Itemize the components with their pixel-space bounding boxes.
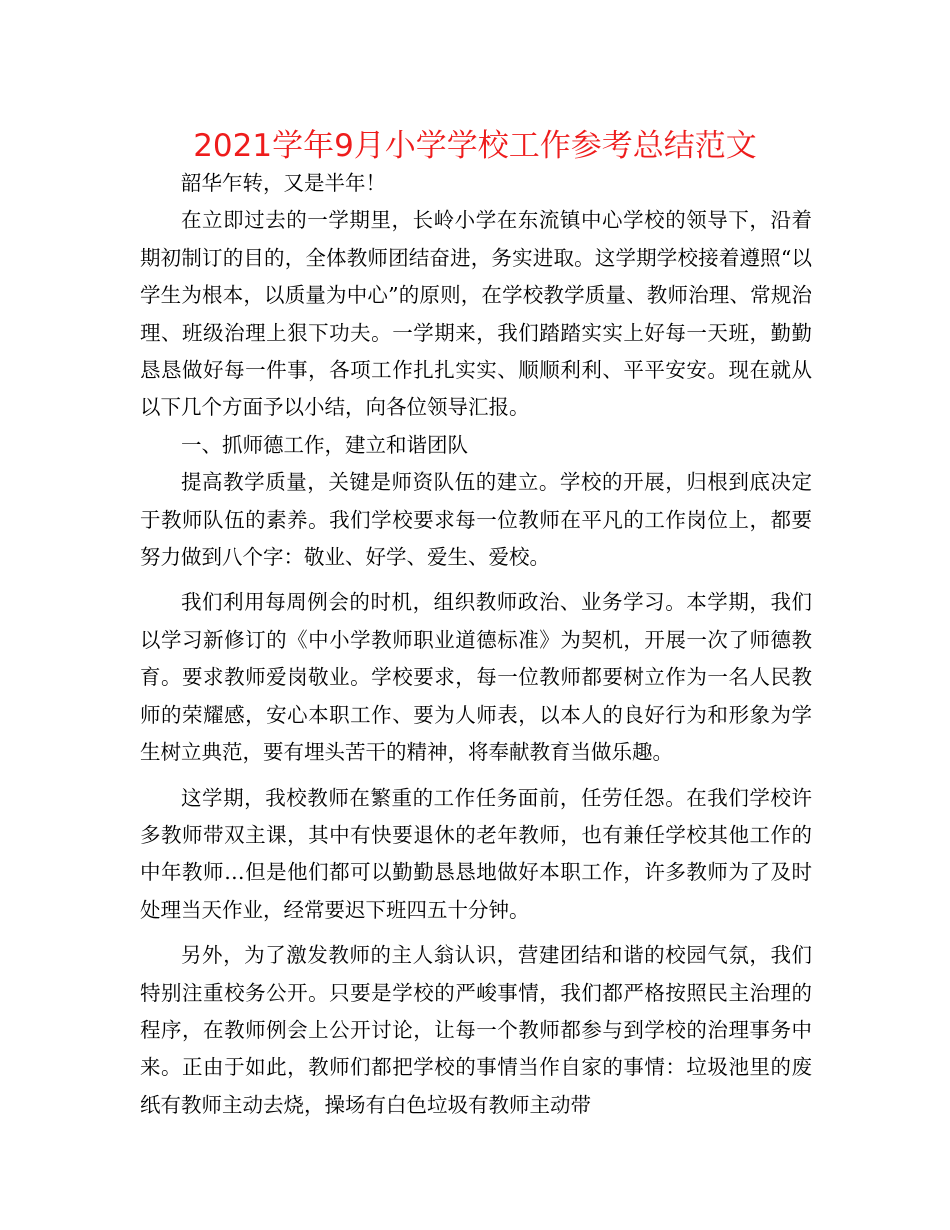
paragraph-greeting: 韶华乍转，又是半年！: [181, 171, 386, 195]
document-body: [140, 165, 812, 1124]
paragraph-weekly-meeting: 我们利用每周例会的时机，组织教师政治、业务学习。本学期，我们以学习新修订的《中小学教师职业道德标准》为契机，开展一次了师德教育。要求教师爱岗敬业。学校要求，每一位教师都要树立作为一名人民教师的荣耀感，安心本职工作、要为人师表，以本人的良好行为和形象为学生树立典范，要有埋头苦干的精神，将奉献教育当做乐趣。: [140, 590, 812, 765]
paragraph-this-term: 这学期，我校教师在繁重的工作任务面前，任劳任怨。在我们学校许多教师带双主课，其中有快要退休的老年教师，也有兼任学校其他工作的中年教师…但是他们都可以勤勤恳恳地做好本职工作，许多教师为了及时处理当天作业，经常要迟下班四五十分钟。: [140, 785, 812, 922]
section-heading-1: 一、抓师德工作，建立和谐团队: [181, 432, 468, 457]
paragraph-teacher-quality: 提高教学质量，关键是师资队伍的建立。学校的开展，归根到底决定于教师队伍的素养。我们学校要求每一位教师在平凡的工作岗位上，都要努力做到八个字：敬业、好学、爱生、爱校。: [140, 470, 812, 570]
paragraph-intro: 在立即过去的一学期里，长岭小学在东流镇中心学校的领导下，沿着期初制订的目的，全体教师团结奋进，务实进取。这学期学校接着遵照“以学生为根本，以质量为中心”的原则，在学校教学质量、教师治理、常规治理、班级治理上狠下功夫。一学期来，我们踏踏实实上好每一天班，勤勤恳恳做好每一件事，各项工作扎扎实实、顺顺利利、平平安安。现在就从以下几个方面予以小结，向各位领导汇报。: [140, 208, 812, 420]
paragraph-transparency: 另外，为了激发教师的主人翁认识，营建团结和谐的校园气氛，我们特别注重校务公开。只要是学校的严峻事情，我们都严格按照民主治理的程序，在教师例会上公开讨论，让每一个教师都参与到学校的治理事务中来。正由于如此，教师们都把学校的事情当作自家的事情：垃圾池里的废纸有教师主动去烧，操场有白色垃圾有教师主动带: [140, 943, 812, 1117]
document-title: 2021学年9月小学学校工作参考总结范文: [193, 128, 757, 164]
